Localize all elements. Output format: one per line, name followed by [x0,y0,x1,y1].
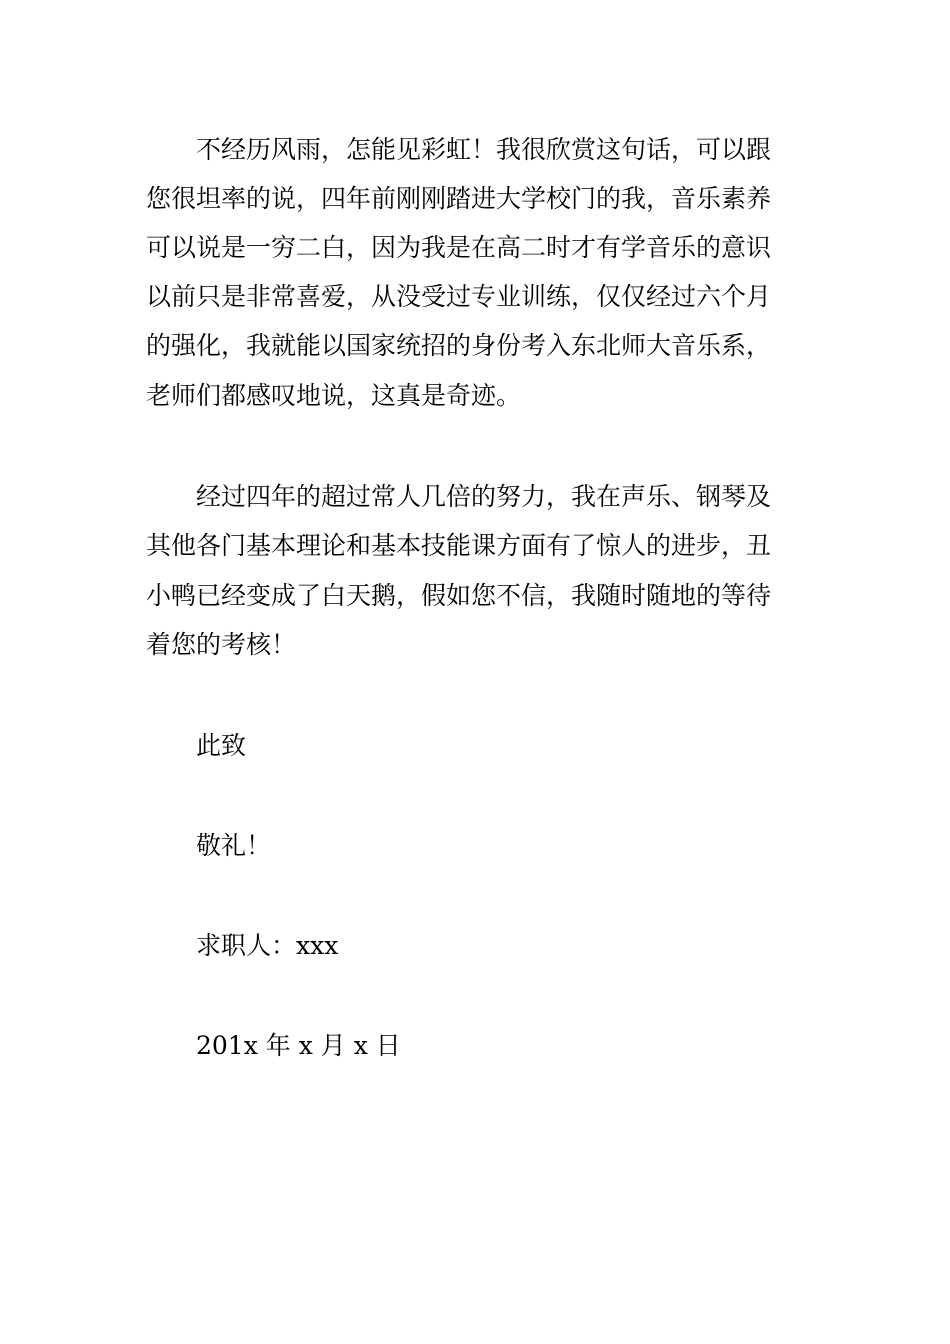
closing-line: 此致 [196,731,247,760]
signature-line: 求职人：xxx [196,931,339,960]
paragraph-line: 的强化，我就能以国家统招的身份考入东北师大音乐系， [146,331,772,360]
salutation-line: 敬礼！ [196,831,272,860]
paragraph-line: 其他各门基本理论和基本技能课方面有了惊人的进步，丑 [146,531,772,560]
paragraph-line: 您很坦率的说，四年前刚刚踏进大学校门的我，音乐素养 [146,184,772,213]
date-line: 201x 年 x 月 x 日 [196,1031,401,1060]
paragraph-line: 经过四年的超过常人几倍的努力，我在声乐、钢琴及 [196,482,772,511]
paragraph-line: 老师们都感叹地说，这真是奇迹。 [146,381,522,410]
paragraph-line: 小鸭已经变成了白天鹅，假如您不信，我随时随地的等待 [146,581,772,610]
paragraph-line: 可以说是一穷二白，因为我是在高二时才有学音乐的意识 [146,233,772,262]
paragraph-line: 不经历风雨，怎能见彩虹！我很欣赏这句话，可以跟 [196,135,772,164]
paragraph-line: 以前只是非常喜爱，从没受过专业训练，仅仅经过六个月 [146,282,772,311]
paragraph-line: 着您的考核！ [146,630,297,659]
